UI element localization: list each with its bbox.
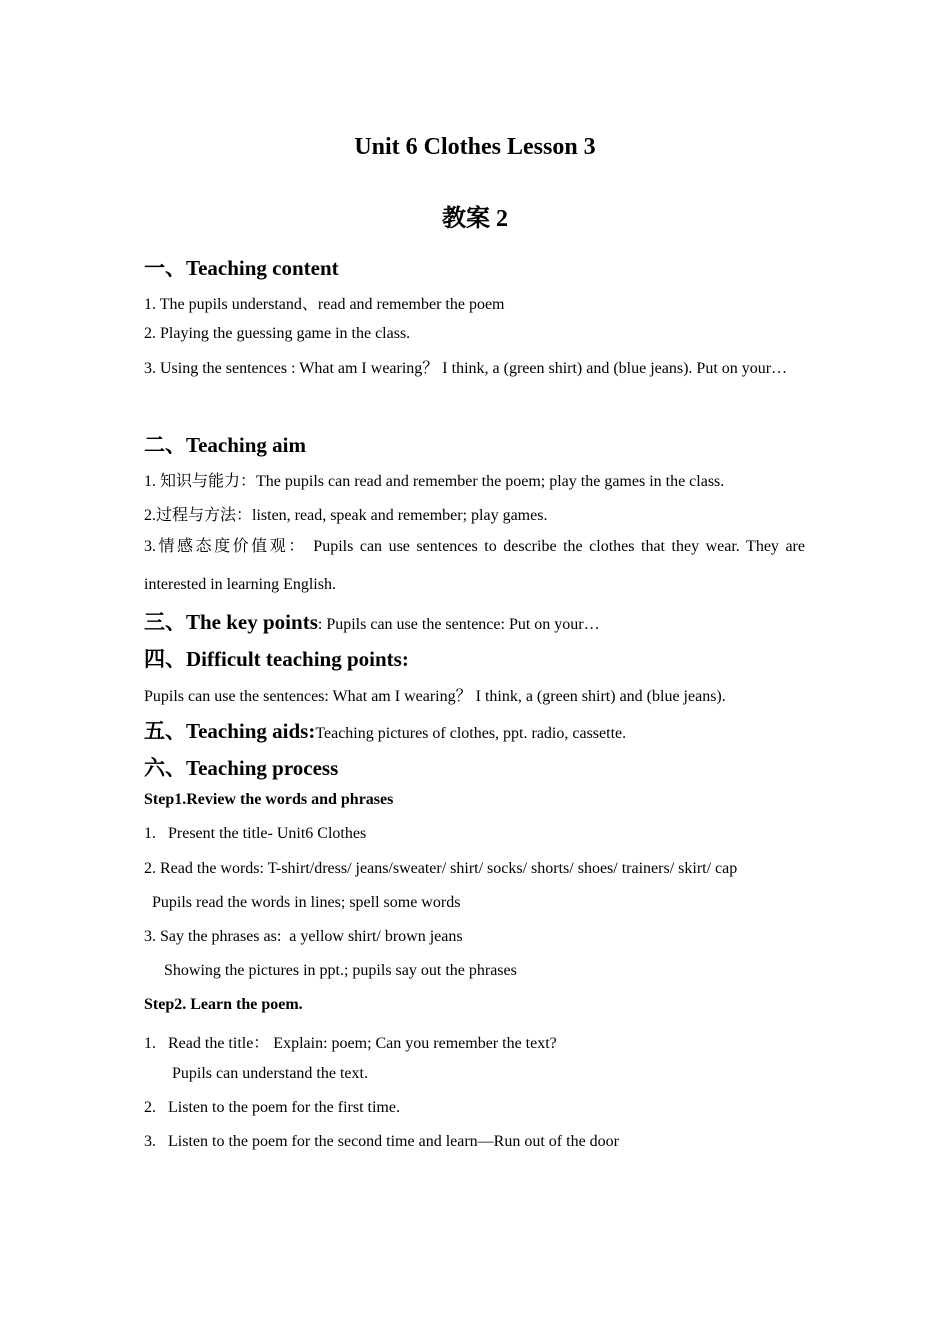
- difficult-points-text: Pupils can use the sentences: What am I wearing？ I think, a (green shirt) and (blue jeans).: [144, 688, 726, 705]
- document-subtitle: 教案 2: [442, 206, 508, 232]
- step2-line-4: 3. Listen to the poem for the second time and learn—Run out of the door: [144, 1133, 619, 1150]
- aim-item-1: 1. 知识与能力：The pupils can read and remember the poem; play the games in the class.: [144, 473, 725, 490]
- step2-line-1: 1. Read the title： Explain: poem; Can you remember the text?: [144, 1035, 557, 1052]
- step1-line-4: 3. Say the phrases as: a yellow shirt/ brown jeans: [144, 928, 463, 945]
- key-points-text: : Pupils can use the sentence: Put on your…: [317, 616, 600, 633]
- section-heading-key-points: [144, 606, 600, 636]
- step2-title: Step2. Learn the poem.: [144, 996, 303, 1013]
- step1-line-1: 1. Present the title- Unit6 Clothes: [144, 825, 367, 842]
- content-item-1: 1. The pupils understand、read and remember the poem: [144, 296, 505, 313]
- content-item-3: 3. Using the sentences : What am I wearing？ I think, a (green shirt) and (blue jeans). Put on your…: [144, 360, 788, 377]
- teaching-aids-text: Teaching pictures of clothes, ppt. radio, cassette.: [315, 725, 627, 742]
- aim-item-3: 3.情感态度价值观： Pupils can use sentences to describe the clothes that they wear. They are interested in learning English.: [144, 538, 805, 593]
- section-heading-teaching-aids: [144, 715, 626, 745]
- aim-item-2: 2.过程与方法：listen, read, speak and remember; play games.: [144, 507, 548, 524]
- key-points-label: 三、The key points: [144, 610, 318, 634]
- teaching-aids-label: 五、Teaching aids:: [144, 719, 316, 743]
- section-heading-teaching-process: 六、Teaching process: [144, 756, 339, 780]
- step1-line-5: Showing the pictures in ppt.; pupils say out the phrases: [144, 962, 517, 979]
- step2-line-3: 2. Listen to the poem for the first time.: [144, 1099, 400, 1116]
- step1-title: Step1.Review the words and phrases: [144, 791, 394, 808]
- step2-line-2: Pupils can understand the text.: [144, 1065, 368, 1082]
- section-heading-teaching-content: 一、Teaching content: [144, 256, 339, 280]
- content-item-2: 2. Playing the guessing game in the class.: [144, 325, 411, 342]
- section-heading-difficult-points: 四、Difficult teaching points:: [144, 647, 409, 671]
- step1-line-3: Pupils read the words in lines; spell some words: [144, 894, 461, 911]
- document-title: Unit 6 Clothes Lesson 3: [354, 134, 596, 160]
- section-heading-teaching-aim: 二、Teaching aim: [144, 433, 306, 457]
- step1-line-2: 2. Read the words: T-shirt/dress/ jeans/sweater/ shirt/ socks/ shorts/ shoes/ trainers/ skirt/ cap: [144, 860, 738, 877]
